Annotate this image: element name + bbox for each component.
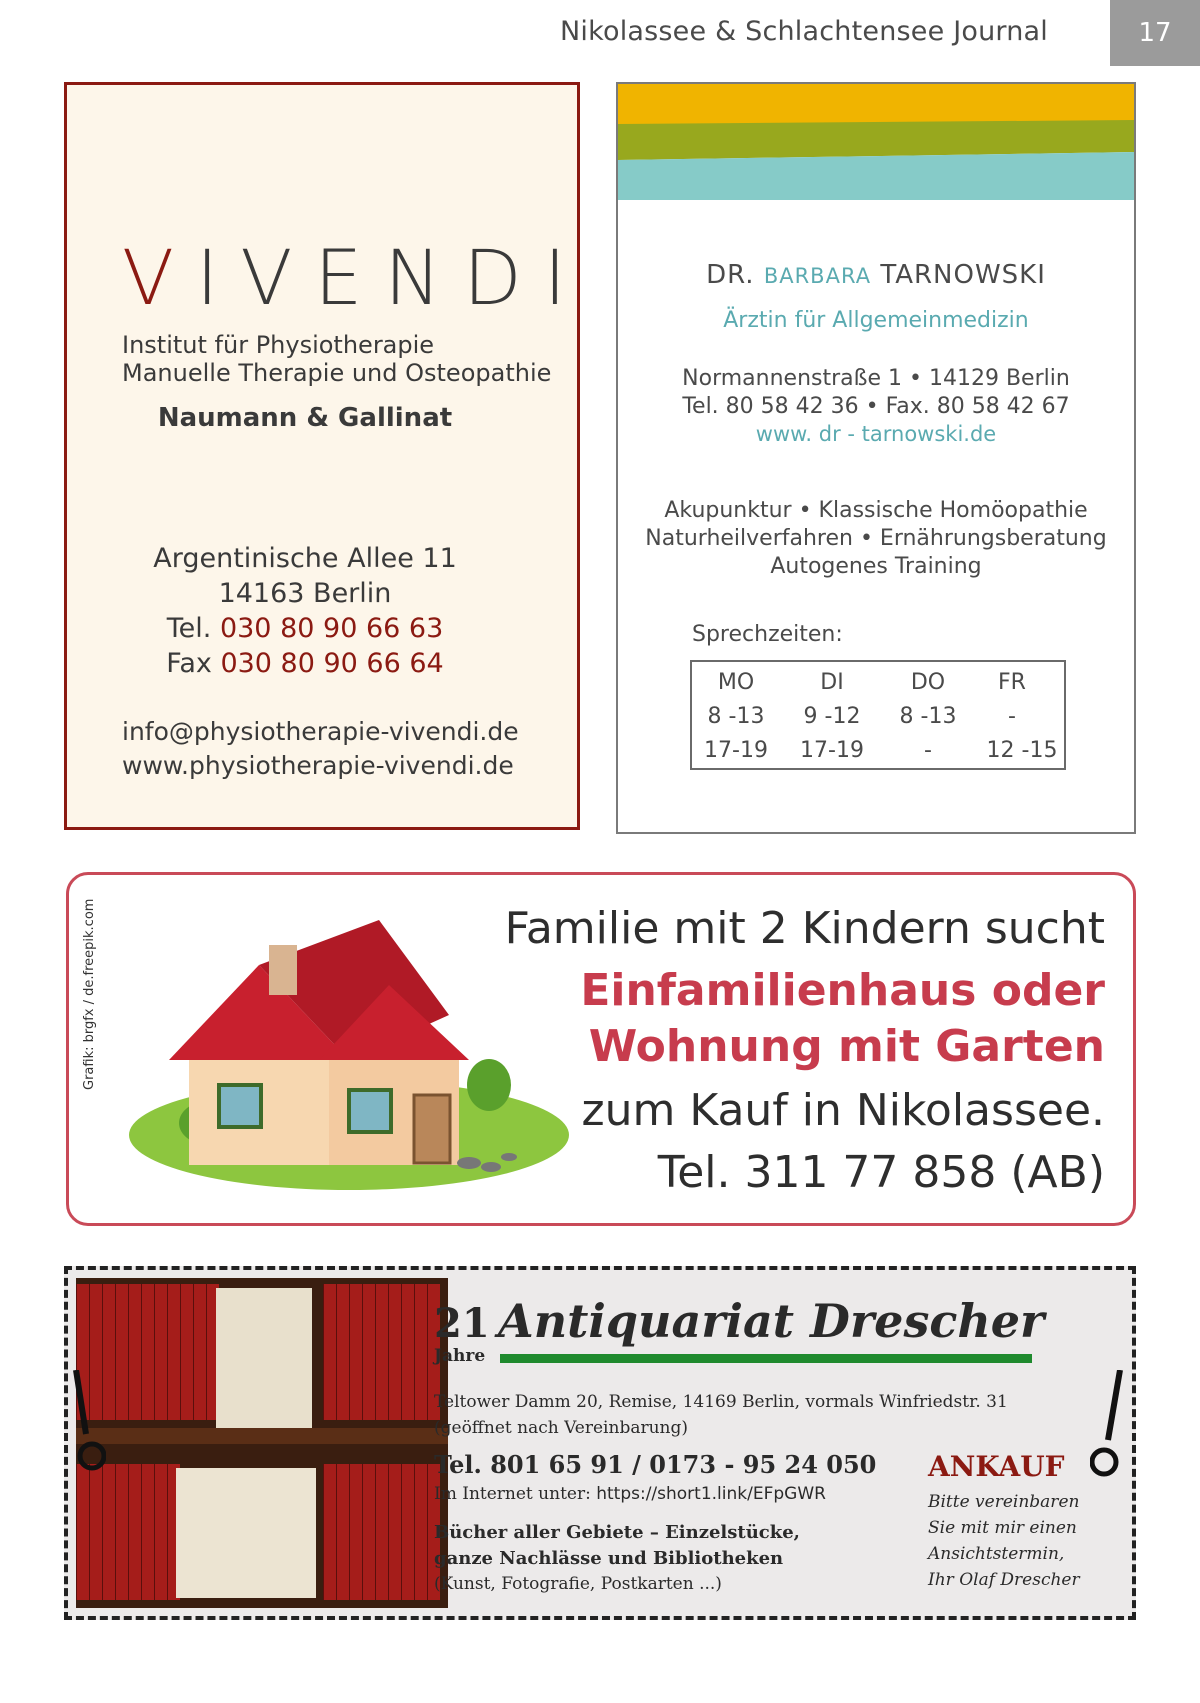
antiquariat-books-3: (Kunst, Fotografie, Postkarten ...) <box>434 1574 722 1594</box>
house-ad-line-5[interactable]: Tel. 311 77 858 (AB) <box>657 1147 1105 1198</box>
vivendi-email[interactable]: info@physiotherapie-vivendi.de <box>122 717 519 746</box>
antiquariat-ad <box>64 1266 1136 1620</box>
book-spine <box>388 1284 401 1420</box>
hours-afternoon: 17-19 <box>800 738 864 763</box>
vivendi-fax-line <box>47 648 563 679</box>
ankauf-note-2: Sie mit mir einen <box>928 1518 1077 1538</box>
vivendi-ad <box>64 82 589 830</box>
doctor-phone: Tel. 80 58 42 36 • Fax. 80 58 42 67 <box>682 394 1070 419</box>
book-spine <box>323 1464 336 1600</box>
house-ad-line-1: Familie mit 2 Kindern sucht <box>504 903 1105 954</box>
hours-day: DI <box>820 670 844 695</box>
book-spine <box>154 1284 167 1420</box>
book-spine <box>128 1464 141 1600</box>
journal-title: Nikolassee & Schlachtensee Journal <box>560 16 1048 47</box>
book-spine <box>154 1464 167 1600</box>
tarnowski-ad <box>616 82 1136 834</box>
bookshelf-photo <box>76 1278 448 1608</box>
hours-day: DO <box>910 670 946 695</box>
image-credit-wrapper <box>72 900 112 1090</box>
vivendi-logo-v: V <box>122 233 196 322</box>
doctor-specialty: Ärztin für Allgemeinmedizin <box>723 308 1029 333</box>
book-spine <box>349 1464 362 1600</box>
doctor-first-name: BARBARA <box>763 264 872 288</box>
antiquariat-opening: (geöffnet nach Vereinbarung) <box>434 1418 688 1438</box>
book-spine <box>336 1284 349 1420</box>
book-spine <box>401 1284 414 1420</box>
antiquariat-name: Antiquariat Drescher <box>498 1294 1045 1348</box>
book-spine <box>362 1284 375 1420</box>
hours-afternoon: - <box>924 738 932 763</box>
page-number: 17 <box>1110 0 1200 66</box>
book-spine <box>141 1464 154 1600</box>
book-spine <box>128 1284 141 1420</box>
hours-day: FR <box>998 670 1026 695</box>
hours-day: MO <box>717 670 755 695</box>
book-spine <box>375 1464 388 1600</box>
vivendi-web[interactable]: www.physiotherapie-vivendi.de <box>122 751 514 780</box>
book-spine <box>115 1464 128 1600</box>
vivendi-subtitle-1: Institut für Physiotherapie <box>122 331 435 359</box>
book-spine <box>141 1284 154 1420</box>
book-spine <box>115 1284 128 1420</box>
book-spine <box>323 1284 336 1420</box>
vivendi-fax: 030 80 90 66 64 <box>220 648 444 679</box>
vivendi-tel-line <box>47 613 563 644</box>
doctor-title: DR. <box>706 260 755 290</box>
hours-morning: 9 -12 <box>803 704 861 729</box>
antiquariat-phone[interactable]: Tel. 801 65 91 / 0173 - 95 24 050 <box>434 1450 877 1479</box>
antiquariat-books-1: Bücher aller Gebiete – Einzelstücke, <box>434 1522 800 1543</box>
book-spine <box>414 1284 427 1420</box>
book-spine <box>414 1464 427 1600</box>
shelf-board <box>76 1428 448 1444</box>
antiquariat-url[interactable]: https://short1.link/EFpGWR <box>596 1484 826 1504</box>
hours-afternoon: 17-19 <box>704 738 768 763</box>
vivendi-fax-label: Fax <box>166 648 212 679</box>
house-ad-line-3: Wohnung mit Garten <box>588 1021 1105 1072</box>
vivendi-owners: Naumann & Gallinat <box>157 403 453 433</box>
house-ad-line-4: zum Kauf in Nikolassee. <box>581 1085 1105 1136</box>
image-credit: Grafik: brgfx / de.freepik.com <box>82 898 97 1090</box>
hours-morning: - <box>1008 704 1016 729</box>
vivendi-street: Argentinische Allee 11 <box>153 543 457 574</box>
doctor-last-name: TARNOWSKI <box>880 260 1046 290</box>
open-book-top <box>216 1288 312 1428</box>
book-spine <box>193 1284 206 1420</box>
book-spine <box>167 1284 180 1420</box>
book-spine <box>388 1464 401 1600</box>
antiquariat-books-2: ganze Nachlässe und Bibliotheken <box>434 1548 784 1569</box>
hours-afternoon: 12 -15 <box>986 738 1058 763</box>
green-bar <box>500 1354 1032 1363</box>
book-spine <box>375 1284 388 1420</box>
antiquariat-address: Teltower Damm 20, Remise, 14169 Berlin, vormals Winfriedstr. 31 <box>434 1392 1008 1412</box>
antiquariat-internet-label: Im Internet unter: <box>434 1484 591 1504</box>
ankauf-title: ANKAUF <box>928 1450 1065 1483</box>
book-spine <box>349 1284 362 1420</box>
book-spine <box>362 1464 375 1600</box>
scissors-icon-right <box>1090 1370 1130 1490</box>
house-ad <box>66 872 1136 1226</box>
doctor-address: Normannenstraße 1 • 14129 Berlin <box>682 366 1070 391</box>
open-book-bottom <box>176 1468 316 1598</box>
ankauf-note-4: Ihr Olaf Drescher <box>928 1570 1080 1590</box>
book-spine <box>89 1464 102 1600</box>
vivendi-logo-rest: IVENDI <box>196 233 589 322</box>
book-spine <box>336 1464 349 1600</box>
vivendi-tel[interactable]: 030 80 90 66 63 <box>219 613 444 644</box>
book-spine <box>180 1284 193 1420</box>
antiquariat-years-label: Jahre <box>434 1346 486 1366</box>
hours-label: Sprechzeiten: <box>692 622 843 647</box>
hours-table <box>690 660 1066 770</box>
book-spine <box>76 1464 89 1600</box>
vivendi-tel-label: Tel. <box>166 613 212 644</box>
vivendi-city: 14163 Berlin <box>218 578 392 609</box>
hours-morning: 8 -13 <box>707 704 765 729</box>
color-stripes <box>618 120 1136 200</box>
hours-morning: 8 -13 <box>899 704 957 729</box>
book-spine <box>401 1464 414 1600</box>
book-spine <box>102 1464 115 1600</box>
ankauf-note-1: Bitte vereinbaren <box>928 1492 1080 1512</box>
doctor-web[interactable]: www. dr - tarnowski.de <box>755 422 997 446</box>
services-line-1: Akupunktur • Klassische Homöopathie <box>664 498 1088 523</box>
vivendi-subtitle-2: Manuelle Therapie und Osteopathie <box>122 359 552 387</box>
doctor-name <box>618 260 1134 290</box>
services-line-3: Autogenes Training <box>770 554 982 579</box>
antiquariat-internet <box>434 1484 826 1504</box>
vivendi-logo <box>122 233 588 322</box>
scissors-icon-left <box>66 1370 106 1480</box>
house-ad-line-2: Einfamilienhaus oder <box>580 965 1105 1016</box>
ankauf-note-3: Ansichtstermin, <box>928 1544 1065 1564</box>
services-line-2: Naturheilverfahren • Ernährungsberatung <box>645 526 1107 551</box>
antiquariat-years-number: 21 <box>434 1300 490 1347</box>
